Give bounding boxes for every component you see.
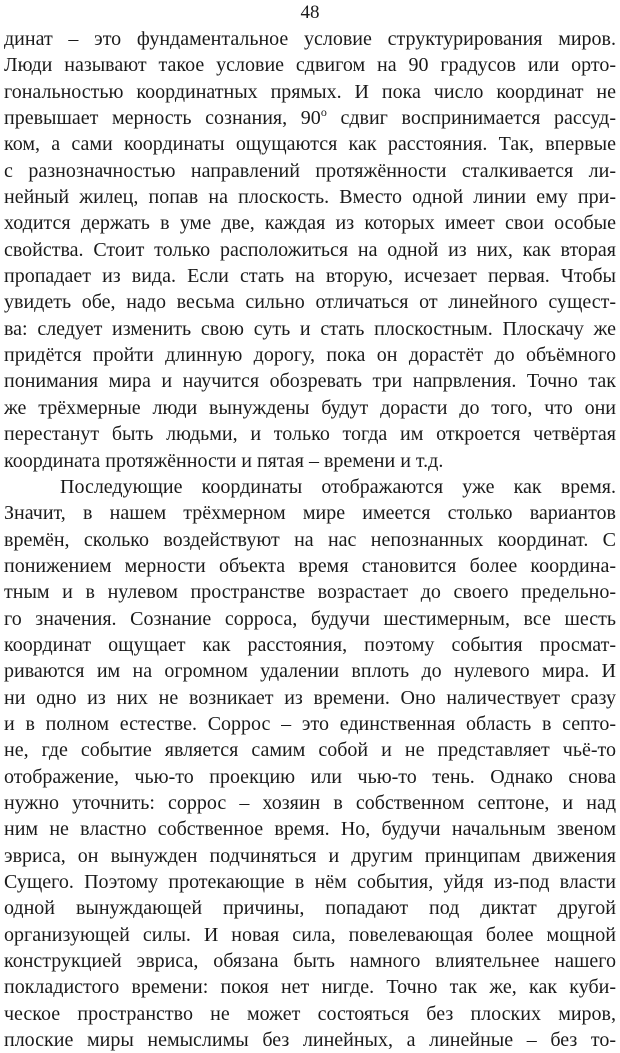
text-line: свойства. Стоит только расположиться на одной из них, как вторая <box>4 238 616 261</box>
text-line: понимания мира и научится обозревать три напрвления. Точно так <box>4 370 616 393</box>
text-line: координат ощущает как расстояния, поэтому события просмат- <box>4 633 616 656</box>
paragraph-2 <box>4 474 616 1053</box>
text-line: конструкцией эвриса, обязана быть намного влиятельнее нашего <box>4 950 616 973</box>
body-text <box>4 26 616 1053</box>
text-line: покладистого времени: покоя нет нигде. Точно так же, как куби- <box>4 976 616 999</box>
text-line: го значения. Сознание сорроса, будучи шестимерным, все шесть <box>4 607 616 630</box>
text-line: тным и в нулевом пространстве возрастает до своего предельно- <box>4 581 616 604</box>
text-line: ним не властно собственное время. Но, будучи начальным звеном <box>4 818 616 841</box>
text-line: нейный жилец, попав на плоскость. Вместо одной линии ему при- <box>4 186 616 209</box>
page-number: 48 <box>300 2 320 23</box>
text-line: одной вынуждающей причины, попадают под диктат другой <box>4 897 616 920</box>
book-page <box>4 0 616 1052</box>
text-line: ходится держать в уме две, каждая из которых имеет свои особые <box>4 212 616 235</box>
text-fragment: сдвиг воспринимается рассуд- <box>326 107 616 130</box>
text-line: Люди называют такое условие сдвигом на 90 градусов или орто- <box>4 54 616 77</box>
text-line: риваются им на огромном удалении вплоть до нулевого мира. И <box>4 660 616 683</box>
text-line: нужно уточнить: соррос – хозяин в собственном септоне, и над <box>4 791 616 814</box>
text-line: ва: следует изменить свою суть и стать плоскостным. Плоскачу же <box>4 317 616 340</box>
text-line: Сущего. Поэтому протекающие в нём события, уйдя из-под власти <box>4 871 616 893</box>
text-line: пропадает из вида. Если стать на вторую, исчезает первая. Чтобы <box>4 265 616 288</box>
text-line: времён, сколько воздействуют на нас непознанных координат. С <box>4 528 616 551</box>
text-line: придётся пройти длинную дорогу, пока он дорастёт до объёмного <box>4 344 616 367</box>
text-line: перестанут быть людьми, и только тогда им откроется четвёртая <box>4 423 616 446</box>
text-line: координата протяжённости и пятая – времени и т.д. <box>4 449 444 472</box>
degree-superscript: о <box>320 105 327 120</box>
text-line <box>4 105 616 131</box>
paragraph-1 <box>4 26 616 474</box>
text-line: и в полном естестве. Соррос – это единственная область в септо- <box>4 712 616 735</box>
text-line: эвриса, он вынужден подчиняться и другим принципам движения <box>4 844 616 867</box>
text-line: Значит, в нашем трёхмерном мире имеется столько вариантов <box>4 502 616 525</box>
text-line: динат – это фундаментальное условие структурирования миров. <box>4 28 616 50</box>
text-line: с разнозначностью направлений протяжённости сталкивается ли- <box>4 159 616 182</box>
text-line: отображение, чью-то проекцию или чью-то тень. Однако снова <box>4 765 616 788</box>
text-fragment: превышает мерность сознания, 90 <box>4 107 321 130</box>
text-line: не, где событие является самим собой и не представляет чьё-то <box>4 739 616 762</box>
text-line: ческое пространство не может состояться без плоских миров, <box>4 1002 616 1025</box>
text-line: же трёхмерные люди вынуждены будут дорасти до того, что они <box>4 396 616 419</box>
text-line: гональностью координатных прямых. И пока число координат не <box>4 80 616 103</box>
text-line: увидеть обе, надо весьма сильно отличаться от линейного сущест- <box>4 291 616 314</box>
text-line: ни одно из них не возникает из времени. Оно наличествует сразу <box>4 686 616 709</box>
text-line: понижением мерности объекта время становится более координа- <box>4 554 616 577</box>
text-line: ком, а сами координаты ощущаются как расстояния. Так, впервые <box>4 133 616 156</box>
text-line: Последующие координаты отображаются уже как время. <box>60 475 616 498</box>
text-line: плоские миры немыслимы без линейных, а линейные – без то- <box>4 1029 616 1052</box>
text-line: организующей силы. И новая сила, повелевающая более мощной <box>4 923 616 946</box>
